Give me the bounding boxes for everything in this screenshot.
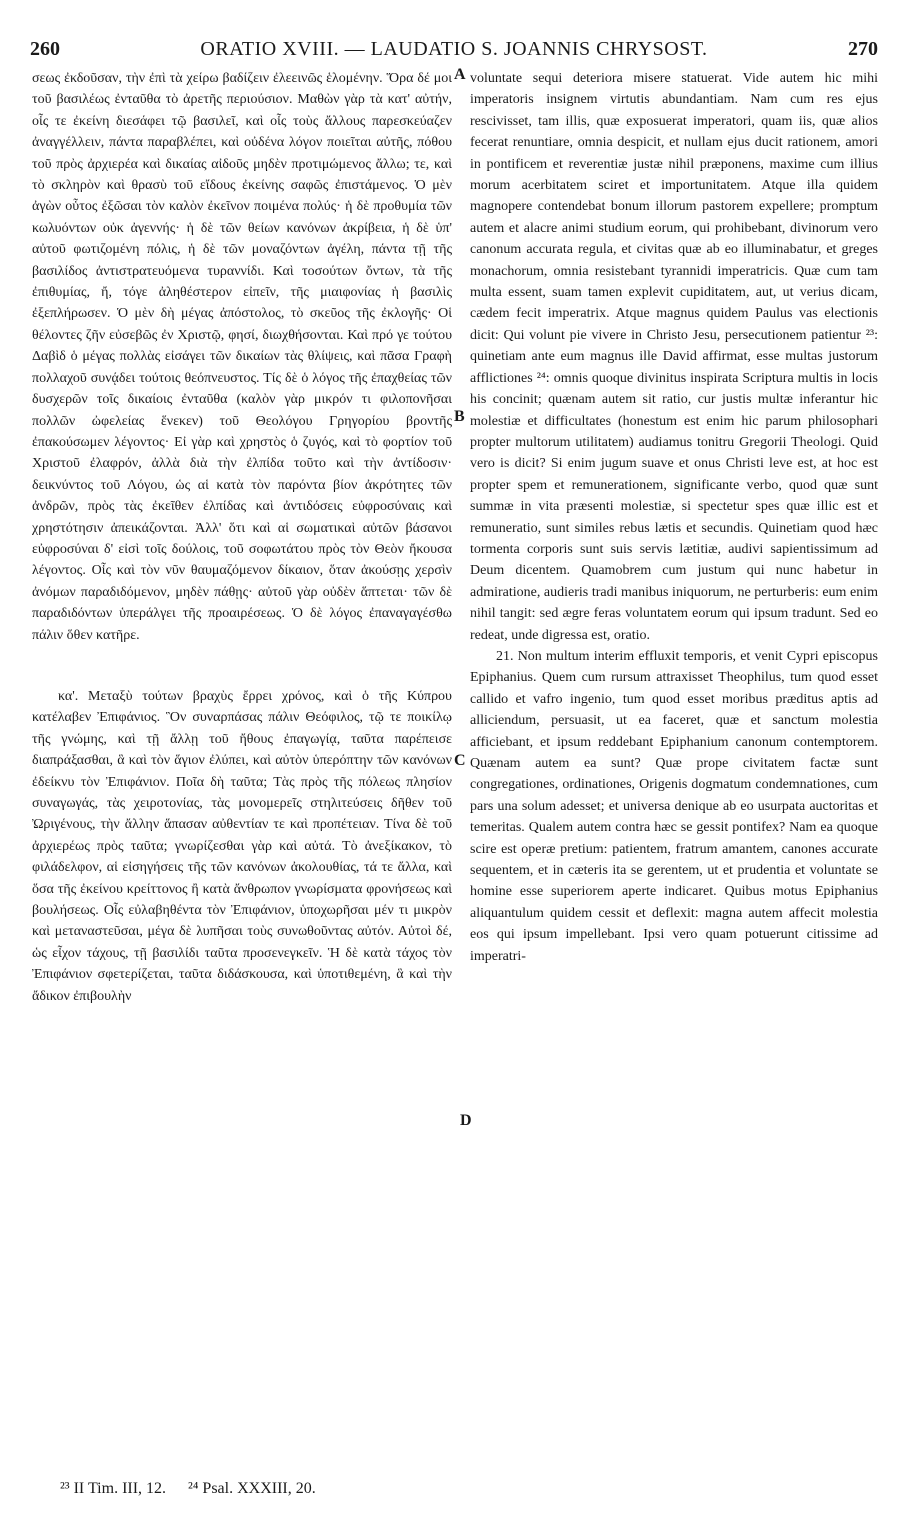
latin-paragraph-2: 21. Non multum interim effluxit temporis, et venit Cypri episcopus Epiphanius. Quem cum rursum attraxisset Theophilus, tum quod esset callido et vafro ingenio, tum quod esset moribus præditus aptis ad alliciendum, persuasit, ut ea faceret, quæ et sanctum molestia afficiebant, et ipsum reddebant Epiphanium canonum contemptorem. Quænam autem ea sunt? Quæ prope civitatem factæ sunt congregationes, ordinationes, Origenis dogmatum condemnationes, cum pars una solum adesset; et universa denique ab eo usurpata auctoritas et temeritas. Qualem autem contra hæc se gessit pontifex? Nam ea quoque scire est operæ pretium: patientem, fratrum amantem, canones accurate sequentem, et in cæteris ita se gerentem, ut et prudentia et voluntate se homine esse superiorem aperte indicaret. Quibus motus Epiphanius aliquantulum quidem cessit et deflexit: magna autem affecit molestia eos qui ipsum impellebant. Ipsi vero quam potuerunt citissime ad imperatri- [470,648,878,964]
page-number-right: 270 [848,38,878,60]
page-header [30,38,878,64]
latin-paragraph-1: voluntate sequi deteriora misere statuerat. Vide autem hic mihi imperatoris insignem virtutis abundantiam. Nam cum res ejus rescivisset, tam illis, quæ exposuerat imperatori, quam iis, quæ alios fecerat renuntiare, omnia despicit, et nullam ejus ducit rationem, amori in pontificem et reverentiæ justæ nihil præponens, maxime cum illius morum acerbitatem sciret et importunitatem. Atque illa quidem magnopere contendebat bonum illorum pastorem expellere; promptum autem et alacre animi studium eorum, qui prohibebant, divinorum vero canonum accurata regula, et civitas quæ ab eo illuminabatur, et greges monachorum, omnia resistebant tyrannidi imperatricis. Quæ cum tam multa essent, suam tamen explevit cupiditatem, aut, ut verius dicam, cædem fecit imperatrix. Atque magnus quidem Paulus vas electionis dicit: Qui volunt pie vivere in Christo Jesu, persecutionem patientur ²³: quinetiam ante eum magnus ille David affirmat, esse multas justorum afflictiones ²⁴: omnis quoque divinitus inspirata Scriptura multis in locis his concinit; quænam autem sit ratio, cur justis multæ inferantur hic molestiæ et difficultates (honestum est enim hic parum philosophari propter multorum utilitatem) audiamus tonitru Gregorii Theologi. Quid vero is dicit? Si enim jugum suave et onus Christi leve est, at hoc est propter spem et remunerationem, significante verbo, quod quæ sunt summæ in vita præsenti molestiæ, si spectetur spes quæ illic est et remuneratio, sunt similes rebus lætis et secundis. Quinetiam quod hæc tormenta corporis sunt suis servis lætitiæ, audivi sapientissimum ad Deum dicentem. Quamobrem cum justum qui nunc habetur in admiratione, audieris tradi manibus iniquorum, ne perturberis: eum enim nihil tangit: sed ægre feras voluntatem eorum qui ipsum tradunt. Sed eo redeat, unde digressa est, oratio. [470,71,878,643]
greek-paragraph-2: κα'. Μεταξὺ τούτων βραχὺς ἔρρει χρόνος, καὶ ὁ τῆς Κύπρου κατέλαβεν Ἐπιφάνιος. Ὃν συναρπάσας πάλιν Θεόφιλος, τῷ τε ποικίλῳ τῆς γνώμης, καὶ τῇ ἄλλῃ τοῦ ἤθους ἐπαγωγίᾳ, ταῦτα παρέπεισε διαπράξασθαι, ἃ καὶ τὸν ἅγιον ἐλύπει, καὶ αὐτὸν ὑπερόπτην τῶν κανόνων ἐδείκνυ τὸν Ἐπιφάνιον. Ποῖα δὴ ταῦτα; Τὰς πρὸς τῆς πόλεως πλησίον συναγωγάς, τὰς χειροτονίας, τὰς μονομερεῖς στηλιτεύσεις δῆθεν τοῦ Ὠριγένους, τὴν ἄλλην ἅπασαν αὐθεντίαν τε καὶ προπέτειαν. Τίνα δὲ τοῦ ἀρχιερέως πρὸς ταῦτα; γνωρίζεσθαι γὰρ καὶ αὐτά. Τὸ ἀνεξίκακον, τὸ φιλάδελφον, αἱ εἰσηγήσεις τῆς τῶν κανόνων ἀκολουθίας, τά τε ἄλλα, καὶ ὅσα τῆς ἐκείνου κρείττονος ἢ κατὰ ἄνθρωπον γνωρίσματα φρονήσεως καὶ βουλήσεως. Οἷς εὐλαβηθέντα τὸν Ἐπιφάνιον, ὑποχωρῆσαι μέν τι μικρὸν καὶ μεταναστεῦσαι, μέγα δὲ λυπῆσαι τοὺς συνωθοῦντας αὐτόν. Αὐτοὶ δέ, ὡς εἶχον τάχους, τῇ βασιλίδι ταῦτα προσενεγκεῖν. Ἡ δὲ κατὰ τάχος τὸν Ἐπιφάνιον σφετερίζεται, ταῦτα διδάσκουσα, καὶ ὑποτιθεμένη, ἃ καὶ τὴν ἄδικον ἐπιβουλὴν [32,688,452,1004]
greek-paragraph-1: σεως ἐκδοῦσαν, τὴν ἐπὶ τὰ χείρω βαδίζειν ἐλεεινῶς ἑλομένην. Ὅρα δέ μοι τοῦ βασιλέως ἐνταῦθα τὸ ἀρετῆς περιούσιον. Μαθὼν γὰρ τὰ κατ' αὐτήν, οἷς τε ἐκείνη διεσάφει τῷ βασιλεῖ, καὶ οἷς τοὺς ἄλλους παρεσκεύαζεν ἀναγγέλλειν, πάντα παραβλέπει, καὶ οὐδένα λόγον ποιεῖται αὐτῆς, πόθου τοῦ πρὸς ἀρχιερέα καὶ δικαίας αἰδοῦς μηδὲν προτιμώμενος ἄλλω; τε, καὶ τὸ σκληρὸν καὶ θρασὺ τοῦ εἴδους ἐκείνης σαφῶς ἐπιστάμενος. Ὁ μὲν ἀγὼν οὗτος ἐξῶσαι τὸν καλὸν ἐκεῖνον ποιμένα πολύς· ἡ δὲ προθυμία τῶν κωλυόντων οὐκ ἀγεννής· ἡ δὲ τῶν θείων κανόνων ἀκρίβεια, ἡ δὲ ὑπ' αὐτοῦ φωτιζομένη πόλις, ἡ δὲ τῶν μοναζόντων ἀγέλη, πάντα τῇ τῆς βασιλίδος ἀντιστρατευόμενα τυραννίδι. Καὶ τοσούτων ὄντων, τὰ τῆς ἐπιθυμίας, ἤ, τόγε ἀληθέστερον εἰπεῖν, τῆς μιαιφονίας ἡ βασιλὶς ἐξεπλήρωσεν. Ὁ μὲν δὴ μέγας ἀπόστολος, τὸ σκεῦος τῆς ἐκλογῆς· Οἱ θέλοντες ζῆν εὐσεβῶς ἐν Χριστῷ, φησί, διωχθήσονται. Καὶ πρό γε τούτου Δαβὶδ ὁ μέγας πολλὰς εἰσάγει τῶν δικαίων τὰς θλίψεις, καὶ πᾶσα Γραφὴ πολλαχοῦ συνᾴδει τούτοις θεόπνευστος. Τίς δὲ ὁ λόγος τῆς ἐπαχθείας τῶν δυσχερῶν τοῖς δικαίοις ἐνταῦθα (καλὸν γὰρ μικρόν τι φιλοπονῆσαι πολλῶν ὠφελείας ἕνεκεν) τοῦ Θεολόγου Γρηγορίου βροντῆς ἐπακούσωμεν λέγοντος· Εἰ γὰρ καὶ χρηστὸς ὁ ζυγός, καὶ τὸ φορτίον τοῦ Χριστοῦ ἐλαφρόν, ἀλλὰ διὰ τὴν ἐλπίδα τοῦτο καὶ τὴν ἀντίδοσιν· δεικνύντος τοῦ Λόγου, ὡς αἱ κατὰ τὸν παρόντα βίον ἀκρότητες τῶν ἀνδρῶν, πρὸς τὰς ἐκεῖθεν ἐλπίδας καὶ ἀντιδόσεις εὐφροσύναις καὶ χρηστότησιν ἀπεικάζονται. Ἀλλ' ὅτι καὶ αἱ σωματικαὶ αὐτῶν βάσανοι εὐφροσύναι δ' εἰσὶ τοῖς δούλοις, τοῦ σοφωτάτου πρὸς τὸν Θεὸν ἤκουσα λέγοντος. Οἷς καὶ τὸν νῦν θαυμαζόμενον δίκαιον, ὅταν ἀκούσῃς χερσὶν ἀνόμων παραδιδόμενον, μηδὲν πάθῃς· αὐτοῦ γὰρ οὐδὲν ἅπτεται· τῶν δὲ παραδιδόντων ὑπεράλγει τῆς προαιρέσεως. Ὁ δὲ λόγος ἐπαναγαγέσθω πάλιν ὅθεν κατῆρε. [32,71,452,643]
section-marker-b: B [454,408,465,425]
section-marker-a: A [454,66,466,83]
footnote-23: ²³ II Tim. III, 12. [60,1480,167,1497]
section-marker-c: C [454,752,466,769]
footnotes [60,1480,334,1498]
page-number-left: 260 [30,38,60,60]
running-title: ORATIO XVIII. — LAUDATIO S. JOANNIS CHRYSOST. [200,38,708,60]
greek-column [32,68,452,1007]
latin-column [470,68,878,967]
footnote-24: ²⁴ Psal. XXXIII, 20. [188,1480,316,1497]
section-marker-d: D [460,1112,472,1129]
